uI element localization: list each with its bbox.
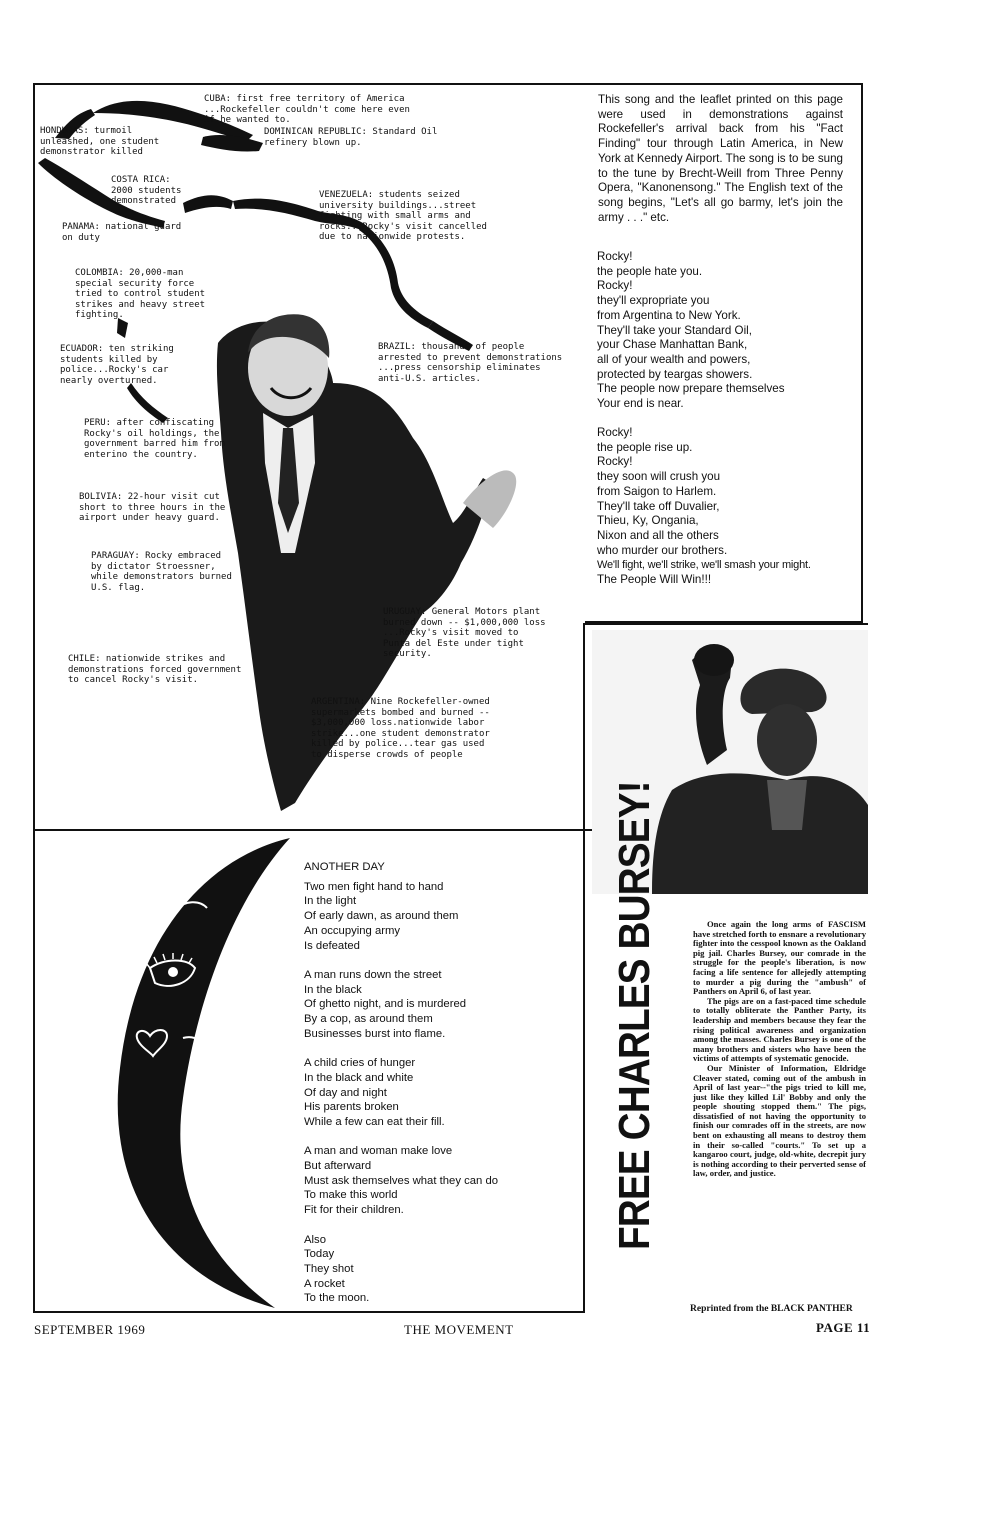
poem-another-day	[304, 860, 564, 1321]
verse-line: Nixon and all the others	[597, 528, 719, 542]
label-argentina: ARGENTINA: Nine Rockefeller-owned supermarkets bombed and burned -- $3,000,000 loss.nationwide labor strike...one student demonstrator killed by police...tear gas used to disperse crowds of people	[311, 697, 490, 760]
panama-shape	[183, 195, 233, 213]
label-peru: PERU: after confiscating Rocky's oil holdings, the government barred him from enterino the country.	[84, 418, 225, 460]
verse-line: The people now prepare themselves	[597, 382, 785, 396]
poem-line: To the moon.	[304, 1292, 370, 1305]
poem-line: A child cries of hunger	[304, 1057, 416, 1070]
poem-line: Businesses burst into flame.	[304, 1027, 446, 1040]
footer-date: SEPTEMBER 1969	[34, 1322, 146, 1337]
label-costa-rica: COSTA RICA: 2000 students demonstrated	[111, 175, 182, 206]
verse-line: Rocky!	[597, 250, 633, 263]
poem-line: To make this world	[304, 1189, 398, 1202]
poem-line: Today	[304, 1248, 335, 1261]
verse-line: your Chase Manhattan Bank,	[597, 338, 748, 352]
label-venezuela: VENEZUELA: students seized university buildings...street fighting with small arms and rocks...Rocky's visit cancelled due to nationwide protests.	[319, 190, 487, 242]
verse-line: they'll expropriate you	[597, 294, 710, 308]
verse-line: Your end is near.	[597, 397, 684, 411]
moon-pupil	[168, 967, 178, 977]
label-honduras: HONDURAS: turmoil unleashed, one student demonstrator killed	[40, 126, 160, 157]
poem-line: Of early dawn, as around them	[304, 910, 459, 923]
ecuador-mark	[117, 318, 128, 338]
poem-line: A man and woman make love	[304, 1145, 453, 1158]
label-bolivia: BOLIVIA: 22-hour visit cut short to three hours in the airport under heavy guard.	[79, 492, 226, 523]
moon-shape	[118, 838, 290, 1308]
poem-line: A rocket	[304, 1277, 345, 1290]
article-credit: Reprinted from the BLACK PANTHER	[690, 1304, 853, 1314]
verse-line: Thieu, Ky, Ongania,	[597, 514, 699, 528]
peru-arrow	[127, 383, 168, 423]
hispaniola-shape	[201, 135, 263, 152]
poem-line: Of day and night	[304, 1086, 387, 1099]
fist	[694, 644, 734, 676]
verse-line: The People Will Win!!!	[597, 573, 712, 587]
poem-stanza-1	[304, 880, 564, 954]
verse-line: They'll take your Standard Oil,	[597, 323, 752, 337]
poem-line: But afterward	[304, 1160, 372, 1173]
verse-line: Rocky!	[597, 455, 633, 469]
verse-line: from Argentina to New York.	[597, 308, 741, 322]
poem-stanza-2	[304, 968, 564, 1042]
moon-lips	[195, 1097, 212, 1114]
verse-line: They'll take off Duvalier,	[597, 499, 720, 513]
article-para-3: Our Minister of Information, Eldridge Cleaver stated, coming out of the ambush in April of last year--"the pigs tried to kill me, just like they killed Lil' Bobby and only the people shouting stopped them." The pigs, dissatisfied of not having the opportunity to finish our comrades off in the streets, are now bent on exhausting all means to destroy them in their so-called "courts." To set up a kangaroo court, judge, old-white, decrepit jury is nothing according to their perverted sense of law, order, and justice.	[693, 1062, 866, 1179]
label-paraguay: PARAGUAY: Rocky embraced by dictator Stroessner, while demonstrators burned U.S. flag.	[91, 551, 232, 593]
poem-line: Must ask themselves what they can do	[304, 1174, 499, 1187]
poem-title: ANOTHER DAY	[304, 861, 385, 873]
poem-line: Fit for their children.	[304, 1204, 404, 1217]
song-intro: This song and the leaflet printed on this page were used in demonstrations against Rockefeller's arrival back from his "Fact Finding" tour through Latin America, in New York at Kennedy Airport. The song is to be sung to the tune by Brecht-Weill from Three Penny Opera, "Kanonensong." The English text of the song begins, "Let's all go barmy, let's join the army . . ." etc.	[598, 93, 843, 224]
label-cuba: CUBA: first free territory of America ...Rockefeller couldn't come here even if he wanted to.	[204, 94, 410, 125]
panther-headline	[605, 781, 665, 1250]
verse-line: Rocky!	[597, 279, 633, 293]
crescent-moon	[95, 838, 300, 1308]
label-dominican-republic: DOMINICAN REPUBLIC: Standard Oil refinery blown up.	[264, 127, 438, 148]
poem-line: By a cop, as around them	[304, 1013, 433, 1026]
article-para-2: The pigs are on a fast-paced time schedule to totally obliterate the Panther Party, its leadership and members because they fear the rising political awareness and organization among the masses. Charles Bursey is one of the many brothers and sisters who have been the victims of attempts of systematic genocide.	[693, 995, 866, 1064]
poem-line: Is defeated	[304, 939, 360, 952]
verse-line: Rocky!	[597, 426, 633, 439]
poem-line: A man runs down the street	[304, 968, 442, 981]
poem-line: Two men fight hand to hand	[304, 880, 444, 893]
shirt	[767, 780, 807, 830]
face	[757, 704, 817, 776]
verse-line: all of your wealth and powers,	[597, 352, 751, 366]
poem-line: An occupying army	[304, 924, 401, 937]
poem-stanza-4	[304, 1144, 564, 1218]
poem-line: His parents broken	[304, 1101, 399, 1114]
label-brazil: BRAZIL: thousands of people arrested to prevent demonstrations ...press censorship eliminates anti-U.S. articles.	[378, 342, 563, 384]
verse-line: from Saigon to Harlem.	[597, 484, 717, 498]
label-ecuador: ECUADOR: ten striking students killed by police...Rocky's car nearly overturned.	[60, 344, 174, 386]
verse-line: the people rise up.	[597, 440, 693, 454]
label-chile: CHILE: nationwide strikes and demonstrations forced government to cancel Rocky's visit.	[68, 654, 242, 685]
verse-line: protected by teargas showers.	[597, 367, 753, 381]
footer-page: PAGE 11	[816, 1320, 871, 1335]
verse-line: We'll fight, we'll strike, we'll smash your might.	[597, 559, 811, 572]
poem-line: In the black and white	[304, 1071, 414, 1084]
song-verse-2	[597, 426, 859, 588]
jacket	[652, 773, 868, 894]
verse-line: they soon will crush you	[597, 470, 721, 484]
label-colombia: COLOMBIA: 20,000-man special security force tried to control student strikes and heavy street fighting.	[75, 268, 206, 320]
verse-line: the people hate you.	[597, 264, 703, 278]
label-uruguay: URUGUAY: General Motors plant burned down -- $1,000,000 loss ...Rocky's visit moved to Punta del Este under tight security.	[383, 607, 546, 659]
poem-line: They shot	[304, 1262, 354, 1275]
headline-text: FREE CHARLES BURSEY!	[610, 781, 659, 1250]
poem-line: While a few can eat their fill.	[304, 1115, 445, 1128]
poem-stanza-3	[304, 1056, 564, 1130]
panther-article	[693, 920, 866, 1179]
poem-line: In the black	[304, 983, 362, 996]
poem-stanza-5	[304, 1233, 564, 1307]
poem-line: In the light	[304, 895, 357, 908]
poem-line: Also	[304, 1233, 326, 1246]
poem-line: Of ghetto night, and is murdered	[304, 998, 467, 1011]
song-verse-1	[597, 250, 857, 412]
label-panama: PANAMA: national guard on duty	[62, 222, 182, 243]
verse-line: who murder our brothers.	[597, 543, 728, 557]
footer-publication: THE MOVEMENT	[404, 1322, 514, 1337]
article-para-1: Once again the long arms of FASCISM have stretched forth to ensnare a revolutionary fighter into the cesspool known as the Oakland pig jail. Charles Bursey, our comrade in the struggle for the people's liberation, is now facing a life sentence for allejedly attempting to murder a pig during the "ambush" of Panthers on April 6, of last year.	[693, 919, 866, 997]
